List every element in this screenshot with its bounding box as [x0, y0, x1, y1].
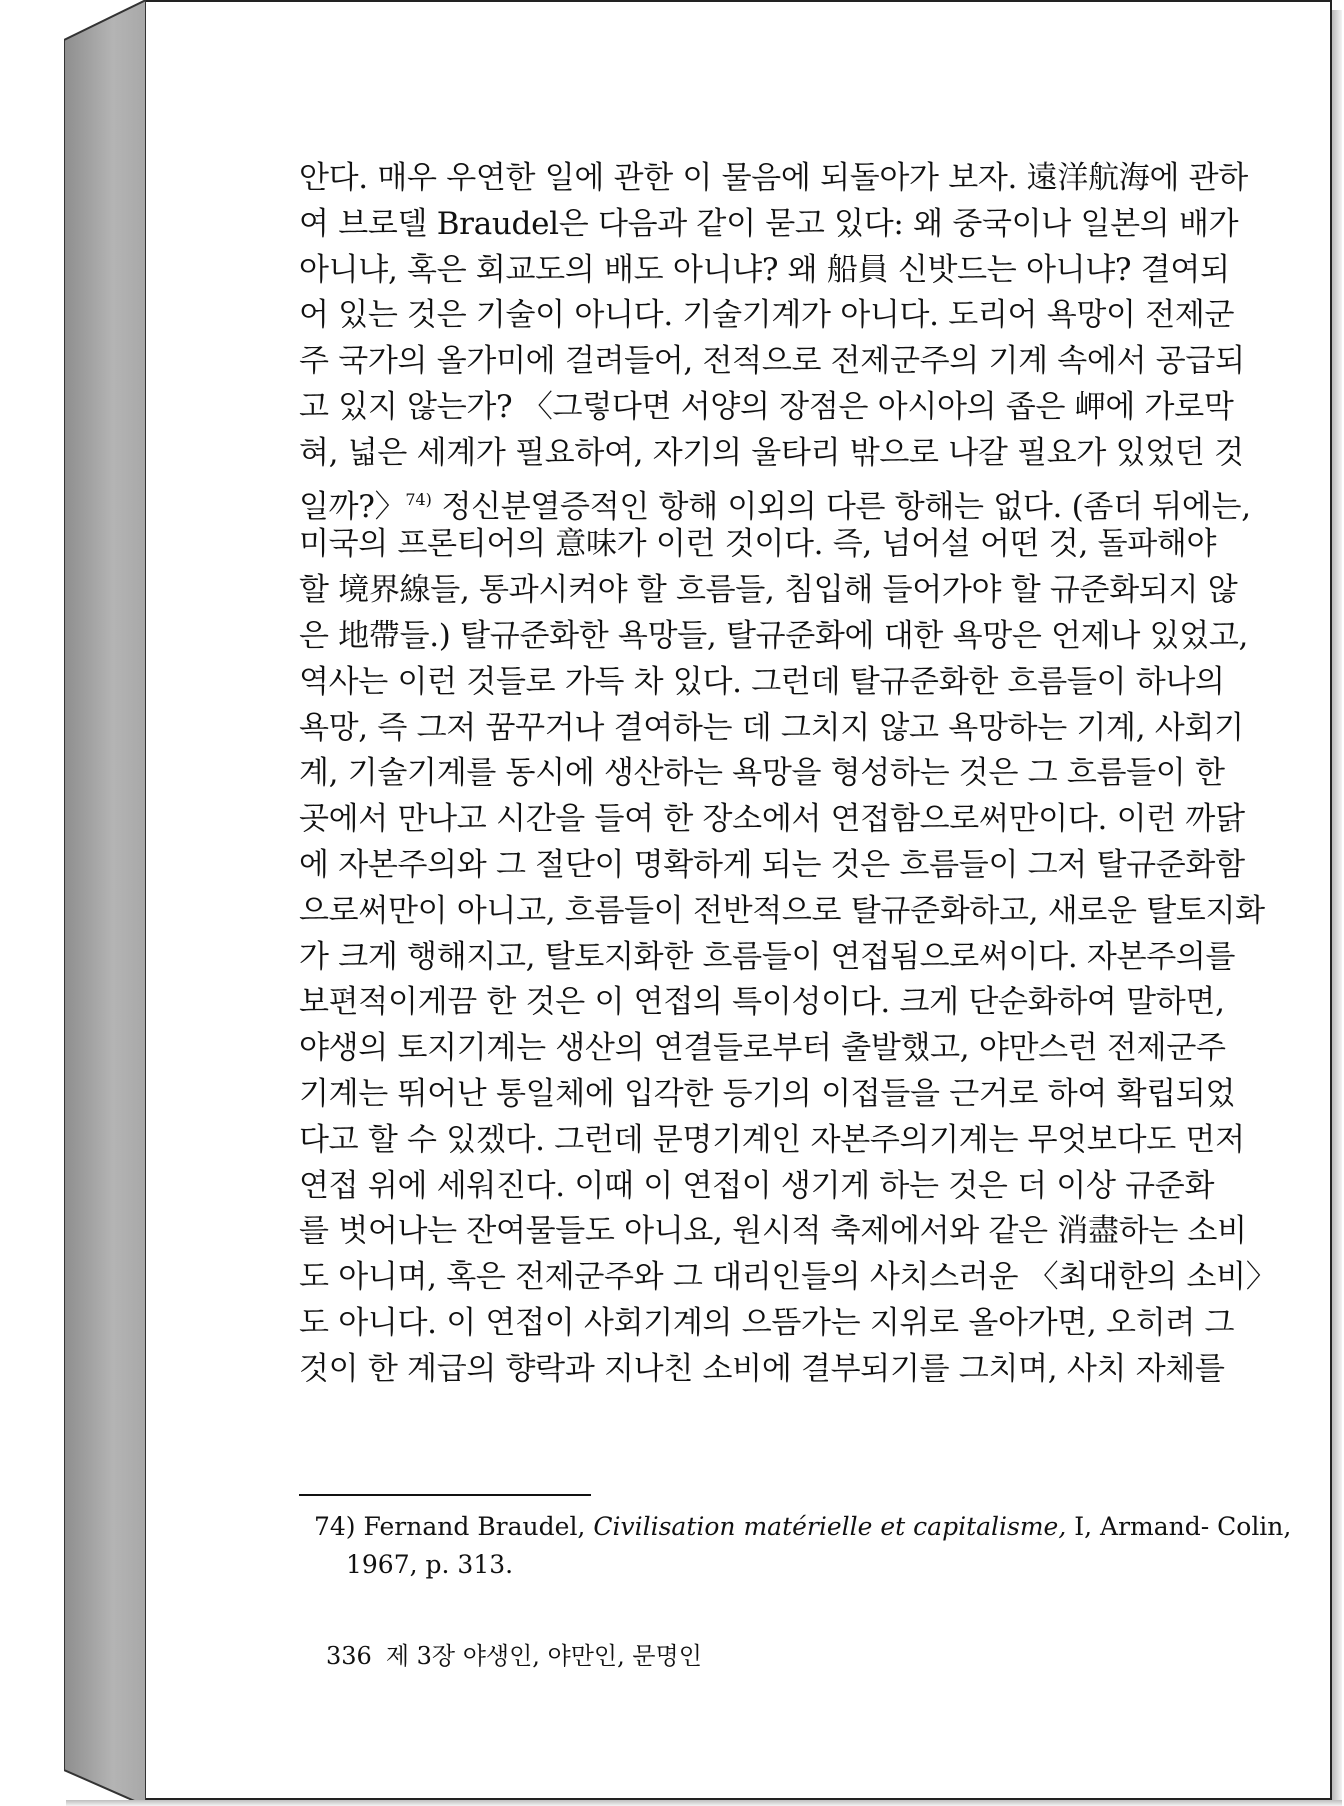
footnote-reference: 74) [405, 489, 432, 509]
text-line: 가 크게 행해지고, 탈토지화한 흐름들이 연접됨으로써이다. 자본주의를 [299, 938, 1236, 975]
footnote-line-continued: 1967, p. 313. [346, 1550, 514, 1579]
text-line: 도 아니다. 이 연접이 사회기계의 으뜸가는 지위로 올아가면, 오히려 그 [299, 1304, 1235, 1341]
text-line: 것이 한 계급의 향락과 지나친 소비에 결부되기를 그치며, 사치 자체를 [299, 1350, 1225, 1387]
text-line: 기계는 뛰어난 통일체에 입각한 등기의 이접들을 근거로 하여 확립되었 [299, 1075, 1236, 1112]
text-line: 다고 할 수 있겠다. 그런데 문명기계인 자본주의기계는 무엇보다도 먼저 [299, 1121, 1245, 1158]
body-text [299, 156, 1277, 1438]
page-shadow-right [1332, 10, 1342, 1802]
text-segment: 일까?〉 [299, 488, 406, 525]
book-spine-side [64, 0, 146, 1806]
text-segment: 정신분열증적인 항해 이외의 다른 항해는 없다. (좀더 뒤에는, [431, 488, 1251, 525]
text-line: 아니냐, 혹은 회교도의 배도 아니냐? 왜 船員 신밧드는 아니냐? 결여되 [299, 251, 1230, 288]
text-line: 은 地帶들.) 탈규준화한 욕망들, 탈규준화에 대한 욕망은 언제나 있었고, [299, 617, 1249, 654]
page-footer [326, 1636, 702, 1671]
text-line: 여 브로델 Braudel은 다음과 같이 묻고 있다: 왜 중국이나 일본의 배가 [299, 205, 1239, 242]
text-line: 야생의 토지기계는 생산의 연결들로부터 출발했고, 야만스런 전제군주 [299, 1030, 1226, 1067]
footnote-separator [299, 1494, 591, 1496]
footnote-author: Fernand Braudel, [363, 1512, 586, 1541]
page-shadow-bottom [66, 1800, 1342, 1806]
text-line: 연접 위에 세워진다. 이때 이 연접이 생기게 하는 것은 더 이상 규준화 [299, 1167, 1215, 1204]
text-line: 어 있는 것은 기술이 아니다. 기술기계가 아니다. 도리어 욕망이 전제군 [299, 297, 1235, 334]
footnote-number: 74) [314, 1512, 356, 1541]
text-line: 보편적이게끔 한 것은 이 연접의 특이성이다. 크게 단순화하여 말하면, [299, 984, 1225, 1021]
text-line: 에 자본주의와 그 절단이 명확하게 되는 것은 흐름들이 그저 탈규준화함 [299, 846, 1245, 883]
footnote [314, 1508, 1292, 1584]
text-line: 역사는 이런 것들로 가득 차 있다. 그런데 탈규준화한 흐름들이 하나의 [299, 663, 1225, 700]
text-line: 미국의 프론티어의 意味가 이런 것이다. 즉, 넘어설 어떤 것, 돌파해야 [299, 526, 1217, 563]
footnote-line [314, 1508, 1292, 1546]
text-line: 고 있지 않는가? 〈그렇다면 서양의 장점은 아시아의 좁은 岬에 가로막 [299, 388, 1234, 425]
running-chapter-title: 제 3장 야생인, 야만인, 문명인 [385, 1642, 702, 1670]
page-number: 336 [326, 1642, 372, 1670]
text-line: 주 국가의 올가미에 걸려들어, 전적으로 전제군주의 기계 속에서 공급되 [299, 343, 1245, 380]
text-line: 욕망, 즉 그저 꿈꾸거나 결여하는 데 그치지 않고 욕망하는 기계, 사회기 [299, 709, 1244, 746]
text-line: 계, 기술기계를 동시에 생산하는 욕망을 형성하는 것은 그 흐름들이 한 [299, 755, 1225, 792]
text-line: 혀, 넓은 세계가 필요하여, 자기의 울타리 밖으로 나갈 필요가 있었던 것 [299, 434, 1244, 471]
text-line: 를 벗어나는 잔여물들도 아니요, 원시적 축제에서와 같은 消盡하는 소비 [299, 1213, 1247, 1250]
footnote-publisher: I, Armand- Colin, [1074, 1512, 1292, 1541]
text-line: 안다. 매우 우연한 일에 관한 이 물음에 되돌아가 보자. 遠洋航海에 관하 [299, 160, 1248, 196]
text-line: 도 아니며, 혹은 전제군주와 그 대리인들의 사치스러운 〈최대한의 소비〉 [299, 1259, 1277, 1296]
text-line: 할 境界線들, 통과시켜야 할 흐름들, 침입해 들어가야 할 규준화되지 않 [299, 572, 1238, 609]
text-line: 곳에서 만나고 시간을 들여 한 장소에서 연접함으로써만이다. 이런 까닭 [299, 801, 1245, 838]
text-line [299, 1393, 1185, 1439]
text-line: 으로써만이 아니고, 흐름들이 전반적으로 탈규준화하고, 새로운 탈토지화 [299, 892, 1265, 929]
footnote-title: Civilisation matérielle et capitalisme, [593, 1512, 1067, 1541]
text-line-with-footnote-ref [299, 477, 1251, 525]
